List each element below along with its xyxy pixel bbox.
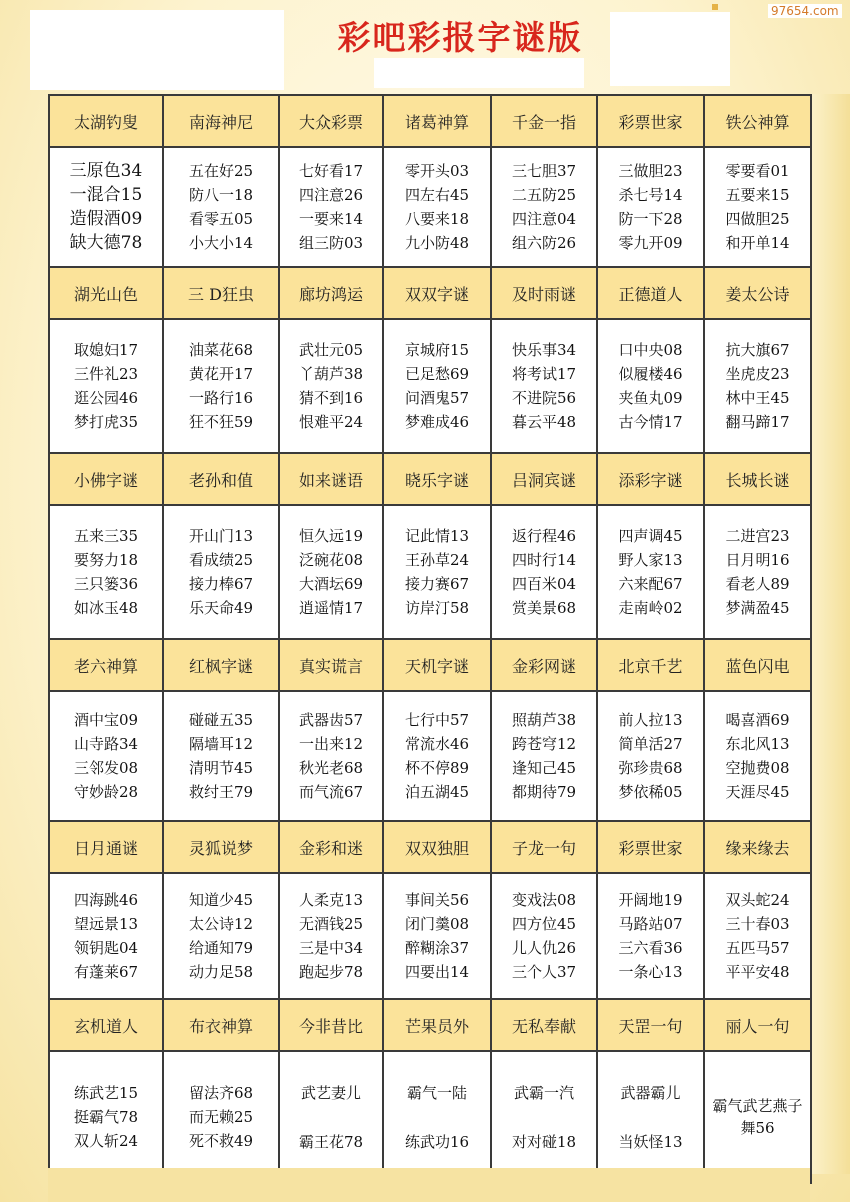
riddle-cell [597,873,704,999]
riddle-entry: 有蓬莱67 [73,963,139,981]
riddle-cell [279,873,383,999]
riddle-entry: 快乐事34 [511,341,577,359]
riddle-row [49,691,811,821]
riddle-entry: 看成绩25 [188,551,254,569]
riddle-entry: 霸王花78 [298,1132,364,1151]
riddle-entry: 将考试17 [511,365,577,383]
riddle-cell [49,691,163,821]
column-header: 天机字谜 [383,639,491,691]
riddle-table [48,94,812,1184]
column-header: 芒果员外 [383,999,491,1051]
riddle-entry: 而气流67 [298,783,364,801]
column-header: 双双字谜 [383,267,491,319]
riddle-entry: 死不救49 [188,1132,254,1150]
column-header: 北京千艺 [597,639,704,691]
riddle-entry: 六来配67 [618,575,683,593]
riddle-cell [49,505,163,639]
riddle-entry: 五要来15 [725,186,790,204]
column-header: 真实谎言 [279,639,383,691]
riddle-entry: 三做胆23 [618,162,683,180]
riddle-cell [163,1051,279,1183]
riddle-entry: 大酒坛69 [298,575,364,593]
column-header: 玄机道人 [49,999,163,1051]
riddle-cell [491,319,597,453]
riddle-entry: 东北风13 [725,735,790,753]
riddle-entry: 恒久远19 [298,527,364,545]
riddle-entry: 变戏法08 [511,891,577,909]
riddle-cell [49,147,163,267]
riddle-entry: 一混合15 [69,185,143,205]
riddle-entry: 四声调45 [618,527,683,545]
riddle-entry: 口中央08 [618,341,683,359]
riddle-entry: 零九开09 [618,234,683,252]
column-header: 金彩网谜 [491,639,597,691]
column-header: 添彩字谜 [597,453,704,505]
riddle-entry: 梦满盈45 [725,599,790,617]
riddle-entry: 零要看01 [725,162,790,180]
riddle-entry: 问酒鬼57 [404,389,470,407]
riddle-entry: 酒中宝09 [73,711,139,729]
riddle-entry: 三十春03 [725,915,790,933]
riddle-entry: 梦依稀05 [618,783,683,801]
riddle-cell [597,147,704,267]
riddle-entry: 五来三35 [73,527,139,545]
riddle-cell [279,505,383,639]
riddle-entry: 古今情17 [618,413,683,431]
riddle-entry: 丫葫芦38 [298,365,364,383]
riddle-entry: 山寺路34 [73,735,139,753]
riddle-entry: 防一下28 [618,210,683,228]
column-header: 彩票世家 [597,95,704,147]
riddle-entry: 动力足58 [188,963,254,981]
riddle-cell [163,147,279,267]
riddle-entry: 四要出14 [404,963,470,981]
riddle-entry: 跨苍穹12 [511,735,577,753]
riddle-entry: 望远景13 [73,915,139,933]
column-header: 如来谜语 [279,453,383,505]
riddle-entry: 赏美景68 [511,599,577,617]
riddle-entry: 闭门羹08 [404,915,470,933]
riddle-cell [704,505,811,639]
riddle-cell [279,1051,383,1183]
riddle-entry: 空抛费08 [725,759,790,777]
header-row [49,453,811,505]
riddle-cell [704,691,811,821]
riddle-entry: 逍遥情17 [298,599,364,617]
column-header: 天罡一句 [597,999,704,1051]
riddle-entry: 王孙草24 [404,551,470,569]
riddle-entry: 逢知己45 [511,759,577,777]
column-header: 双双独胆 [383,821,491,873]
column-header: 彩票世家 [597,821,704,873]
riddle-cell [383,691,491,821]
riddle-cell [704,873,811,999]
riddle-entry: 访岸汀58 [404,599,470,617]
riddle-entry: 留法齐68 [188,1084,254,1102]
riddle-entry: 三是中34 [298,939,364,957]
riddle-row [49,873,811,999]
side-strip [812,94,850,1174]
riddle-entry: 黄花开17 [188,365,254,383]
riddle-entry: 组三防03 [298,234,364,252]
riddle-entry: 挺霸气78 [73,1108,139,1126]
riddle-cell [163,505,279,639]
riddle-cell [383,873,491,999]
riddle-entry: 五匹马57 [725,939,790,957]
riddle-entry: 秋光老68 [298,759,364,777]
riddle-entry: 接力棒67 [188,575,254,593]
riddle-entry: 取媳妇17 [73,341,139,359]
riddle-entry: 已足愁69 [404,365,470,383]
riddle-cell [704,147,811,267]
column-header: 正德道人 [597,267,704,319]
riddle-cell [597,691,704,821]
riddle-entry: 八要来18 [404,210,470,228]
riddle-cell [49,319,163,453]
riddle-cell [383,319,491,453]
riddle-entry: 抗大旗67 [725,341,790,359]
riddle-entry: 记此情13 [404,527,470,545]
riddle-entry: 一路行16 [188,389,254,407]
header-row [49,639,811,691]
riddle-entry: 杀七号14 [618,186,683,204]
riddle-entry: 事间关56 [404,891,470,909]
corner-dot [712,4,718,10]
riddle-entry: 武器霸儿 [620,1083,681,1102]
riddle-entry: 如冰玉48 [73,599,139,617]
column-header: 晓乐字谜 [383,453,491,505]
riddle-entry: 不进院56 [511,389,577,407]
riddle-entry: 接力赛67 [404,575,470,593]
riddle-entry: 守妙龄28 [73,783,139,801]
riddle-entry: 翻马蹄17 [725,413,790,431]
riddle-entry: 林中王45 [725,389,790,407]
riddle-entry: 梦难成46 [404,413,470,431]
riddle-entry: 四做胆25 [725,210,790,228]
header-row [49,267,811,319]
riddle-cell [597,505,704,639]
riddle-entry: 天涯尽45 [725,783,790,801]
column-header: 千金一指 [491,95,597,147]
riddle-entry: 九小防48 [404,234,470,252]
riddle-entry: 无酒钱25 [298,915,364,933]
column-header: 长城长谜 [704,453,811,505]
riddle-entry: 七好看17 [298,162,364,180]
riddle-entry: 坐虎皮23 [725,365,790,383]
riddle-entry: 四海跳46 [73,891,139,909]
riddle-entry: 都期待79 [511,783,577,801]
riddle-cell [279,691,383,821]
riddle-entry: 猜不到16 [298,389,364,407]
riddle-row [49,147,811,267]
riddle-entry: 走南岭02 [618,599,683,617]
riddle-entry: 喝喜酒69 [725,711,790,729]
riddle-entry: 开山门13 [188,527,254,545]
riddle-entry: 武壮元05 [298,341,364,359]
column-header: 南海神尼 [163,95,279,147]
riddle-cell [491,691,597,821]
riddle-entry: 一条心13 [618,963,683,981]
riddle-entry: 和开单14 [725,234,790,252]
riddle-entry: 救纣王79 [188,783,254,801]
riddle-cell [279,147,383,267]
riddle-cell [279,319,383,453]
riddle-entry: 前人拉13 [618,711,683,729]
riddle-entry: 日月明16 [725,551,790,569]
riddle-entry: 泊五湖45 [404,783,470,801]
column-header: 无私奉献 [491,999,597,1051]
riddle-entry: 造假酒09 [69,209,143,229]
riddle-cell [491,1051,597,1183]
riddle-entry: 醉糊涂37 [404,939,470,957]
riddle-entry: 野人家13 [618,551,683,569]
riddle-entry: 知道少45 [188,891,254,909]
riddle-entry: 而无赖25 [188,1108,254,1126]
bottom-strip [48,1168,810,1202]
riddle-entry: 乐天命49 [188,599,254,617]
riddle-cell [49,1051,163,1183]
column-header: 布衣神算 [163,999,279,1051]
riddle-entry: 人柔克13 [298,891,364,909]
riddle-entry: 狂不狂59 [188,413,254,431]
riddle-entry: 组六防26 [511,234,577,252]
riddle-entry: 弥珍贵68 [618,759,683,777]
riddle-entry: 给通知79 [188,939,254,957]
riddle-cell [597,319,704,453]
riddle-entry: 碰碰五35 [188,711,254,729]
column-header: 廊坊鸿运 [279,267,383,319]
riddle-cell [163,873,279,999]
header-row [49,95,811,147]
riddle-entry: 对对碰18 [511,1132,577,1151]
riddle-cell [491,147,597,267]
riddle-cell [491,873,597,999]
riddle-entry: 缺大德78 [69,233,143,253]
riddle-cell [49,873,163,999]
column-header: 子龙一句 [491,821,597,873]
riddle-entry: 看零五05 [188,210,254,228]
riddle-entry: 马路站07 [618,915,683,933]
column-header: 铁公神算 [704,95,811,147]
riddle-entry: 常流水46 [404,735,470,753]
riddle-entry: 二五防25 [511,186,577,204]
riddle-cell [704,319,811,453]
riddle-entry: 双头蛇24 [725,891,790,909]
riddle-row [49,319,811,453]
riddle-entry: 四注意26 [298,186,364,204]
riddle-entry: 零开头03 [404,162,470,180]
riddle-entry: 三六看36 [618,939,683,957]
column-header: 老六神算 [49,639,163,691]
watermark: 97654.com [768,4,842,18]
riddle-entry: 练武功16 [404,1132,470,1151]
riddle-entry: 防八一18 [188,186,254,204]
column-header: 缘来缘去 [704,821,811,873]
riddle-entry: 夹鱼丸09 [618,389,683,407]
column-header: 灵狐说梦 [163,821,279,873]
riddle-entry: 太公诗12 [188,915,254,933]
riddle-cell [597,1051,704,1183]
riddle-entry: 四时行14 [511,551,577,569]
column-header: 老孙和值 [163,453,279,505]
riddle-cell [383,1051,491,1183]
column-header: 姜太公诗 [704,267,811,319]
riddle-entry: 小大小14 [188,234,254,252]
riddle-entry: 练武艺15 [73,1084,139,1102]
riddle-entry: 领钥匙04 [73,939,139,957]
riddle-entry: 照葫芦38 [511,711,577,729]
riddle-entry: 要努力18 [73,551,139,569]
riddle-entry: 霸气武艺燕子舞56 [712,1097,803,1137]
riddle-entry: 武霸一汽 [513,1083,574,1102]
column-header: 小佛字谜 [49,453,163,505]
column-header: 蓝色闪电 [704,639,811,691]
riddle-entry: 京城府15 [404,341,470,359]
riddle-entry: 武艺妻儿 [300,1083,361,1102]
riddle-entry: 清明节45 [188,759,254,777]
riddle-entry: 恨难平24 [298,413,364,431]
blank-box-right [610,12,730,86]
column-header: 丽人一句 [704,999,811,1051]
riddle-entry: 暮云平48 [511,413,577,431]
riddle-entry: 儿人仇26 [511,939,577,957]
column-header: 三 D狂虫 [163,267,279,319]
riddle-cell [163,319,279,453]
riddle-entry: 三个人37 [511,963,577,981]
column-header: 湖光山色 [49,267,163,319]
riddle-entry: 四左右45 [404,186,470,204]
riddle-entry: 看老人89 [725,575,790,593]
riddle-entry: 三七胆37 [511,162,577,180]
riddle-entry: 七行中57 [404,711,470,729]
riddle-entry: 泛碗花08 [298,551,364,569]
riddle-entry: 平平安48 [725,963,790,981]
riddle-cell [383,505,491,639]
riddle-cell [383,147,491,267]
column-header: 日月通谜 [49,821,163,873]
column-header: 及时雨谜 [491,267,597,319]
riddle-entry: 四方位45 [511,915,577,933]
riddle-entry: 简单活27 [618,735,683,753]
riddle-entry: 油菜花68 [188,341,254,359]
riddle-entry: 五在好25 [188,162,254,180]
riddle-entry: 三只篓36 [73,575,139,593]
riddle-entry: 当妖怪13 [618,1132,683,1151]
riddle-cell [491,505,597,639]
column-header: 太湖钓叟 [49,95,163,147]
header-row [49,821,811,873]
column-header: 诸葛神算 [383,95,491,147]
column-header: 吕洞宾谜 [491,453,597,505]
riddle-entry: 双人斩24 [73,1132,139,1150]
riddle-entry: 三邻发08 [73,759,139,777]
riddle-cell [163,691,279,821]
riddle-entry: 杯不停89 [404,759,470,777]
riddle-entry: 跑起步78 [298,963,364,981]
riddle-entry: 三件礼23 [73,365,139,383]
riddle-entry: 一出来12 [298,735,364,753]
riddle-entry: 梦打虎35 [73,413,139,431]
riddle-entry: 二进宫23 [725,527,790,545]
riddle-cell [704,1051,811,1183]
column-header: 金彩和迷 [279,821,383,873]
riddle-entry: 逛公园46 [73,389,139,407]
riddle-entry: 隔墙耳12 [188,735,254,753]
riddle-entry: 四百米04 [511,575,577,593]
riddle-entry: 霸气一陆 [406,1083,467,1102]
column-header: 今非昔比 [279,999,383,1051]
column-header: 大众彩票 [279,95,383,147]
riddle-entry: 似履楼46 [618,365,683,383]
riddle-entry: 开阔地19 [618,891,683,909]
riddle-row [49,1051,811,1183]
riddle-row [49,505,811,639]
riddle-entry: 四注意04 [511,210,577,228]
blank-box-left [30,10,284,90]
riddle-entry: 三原色34 [69,161,143,181]
blank-box-center [374,58,584,88]
header-row [49,999,811,1051]
page-title: 彩吧彩报字谜版 [337,18,583,57]
riddle-entry: 一要来14 [298,210,364,228]
column-header: 红枫字谜 [163,639,279,691]
riddle-entry: 武器齿57 [298,711,364,729]
riddle-entry: 返行程46 [511,527,577,545]
